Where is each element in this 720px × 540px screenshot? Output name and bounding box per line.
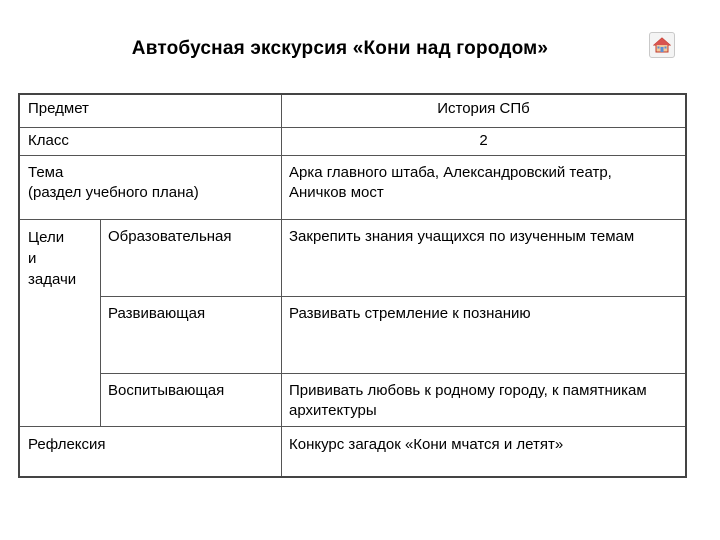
- home-icon[interactable]: [649, 32, 675, 58]
- goal-text-educational: Закрепить знания учащихся по изученным темам: [289, 228, 635, 245]
- lesson-table: [18, 93, 687, 478]
- subject-value: История СПб: [437, 100, 530, 117]
- column-divider: [281, 95, 282, 476]
- topic-label: [28, 163, 278, 203]
- goal-text-developing: Развивать стремление к познанию: [289, 305, 531, 322]
- row-divider: [100, 296, 685, 297]
- goal-type-developing: Развивающая: [108, 305, 206, 322]
- row-divider: [20, 426, 685, 427]
- topic-label-line2: (раздел учебного плана): [28, 184, 199, 201]
- goal-type-upbringing: Воспитывающая: [108, 382, 225, 399]
- class-value: 2: [479, 132, 488, 149]
- reflection-value: Конкурс загадок «Кони мчатся и летят»: [289, 436, 564, 453]
- row-divider: [20, 219, 685, 220]
- row-divider: [20, 127, 685, 128]
- row-divider: [20, 155, 685, 156]
- goal-type-educational: Образовательная: [108, 228, 232, 245]
- goals-label-line2: и: [28, 250, 37, 267]
- class-label: Класс: [28, 132, 69, 149]
- goal-text-upbringing: Прививать любовь к родному городу, к памятникам архитектуры: [289, 382, 647, 419]
- row-divider: [100, 373, 685, 374]
- goals-label: [28, 227, 98, 290]
- topic-label-line1: Тема: [28, 164, 64, 181]
- subject-label: Предмет: [28, 100, 89, 117]
- goals-label-line1: Цели: [28, 229, 65, 246]
- topic-value: Арка главного штаба, Александровский театр, Аничков мост: [289, 164, 612, 201]
- goals-label-line3: задачи: [28, 271, 77, 288]
- page-title: Автобусная экскурсия «Кони над городом»: [131, 38, 549, 59]
- home-icon-graphic: [653, 36, 671, 54]
- column-divider: [100, 219, 101, 426]
- reflection-label: Рефлексия: [28, 436, 106, 453]
